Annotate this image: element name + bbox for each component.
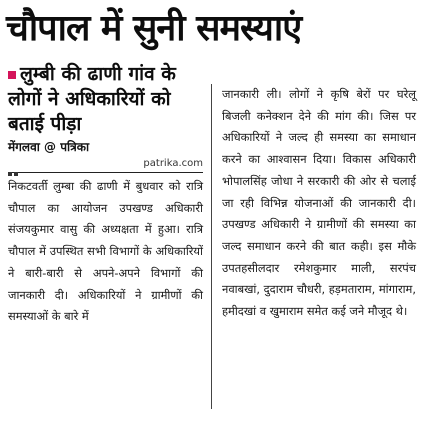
bullet-icon xyxy=(8,71,16,79)
body-text-left: निकटवर्ती लुम्बा की ढाणी में बुधवार को रात्रि चौपाल का आयोजन उपखण्ड अधिकारी संजयकुमार वासु की अध्यक्षता में हुआ। रात्रि चौपाल में उपस्थित सभी विभागों के अधिकारियों ने बारी-बारी से अपने-अपने विभागों की जानकारी दी। अधिकारियों ने ग्रामीणों की समस्याओं के बारे में xyxy=(8,179,203,324)
body-text-right: जानकारी ली। लोगों ने कृषि बेरों पर घरेलू बिजली कनेक्शन देने की मांग की। जिस पर अधिकारियों ने जल्द ही समस्या का समाधान करने का आश्वासन दिया। विकास अधिकारी भोपालसिंह जोधा ने सरकारी की ओर से चलाई जा रही विभिन्न योजनाओं की जानकारी दी। उपखण्ड अधिकारी ने ग्रामीणों की समस्या का जल्द समाधान करने की बात कही। इस मौके उपतहसीलदार रमेशकुमार माली, सरपंच नवाबखां, दुदाराम चौधरी, हड़मताराम, मांगाराम, हमीदखां व खुमाराम समेत कई जने मौजूद थे। xyxy=(222,87,416,319)
headline: चौपाल में सुनी समस्याएं xyxy=(6,7,302,49)
source-label: patrika.com xyxy=(143,158,203,169)
right-column xyxy=(222,84,416,323)
subheadline xyxy=(8,62,203,137)
dateline: मेंगलवा @ पत्रिका xyxy=(8,140,90,154)
subheadline-text: लुम्बी की ढाणी गांव के लोगों ने अधिकारियों को बताई पीड़ा xyxy=(8,63,176,135)
source-row xyxy=(8,157,203,173)
share-dots-icon xyxy=(8,161,20,180)
column-divider xyxy=(211,84,212,409)
left-column xyxy=(8,62,203,328)
